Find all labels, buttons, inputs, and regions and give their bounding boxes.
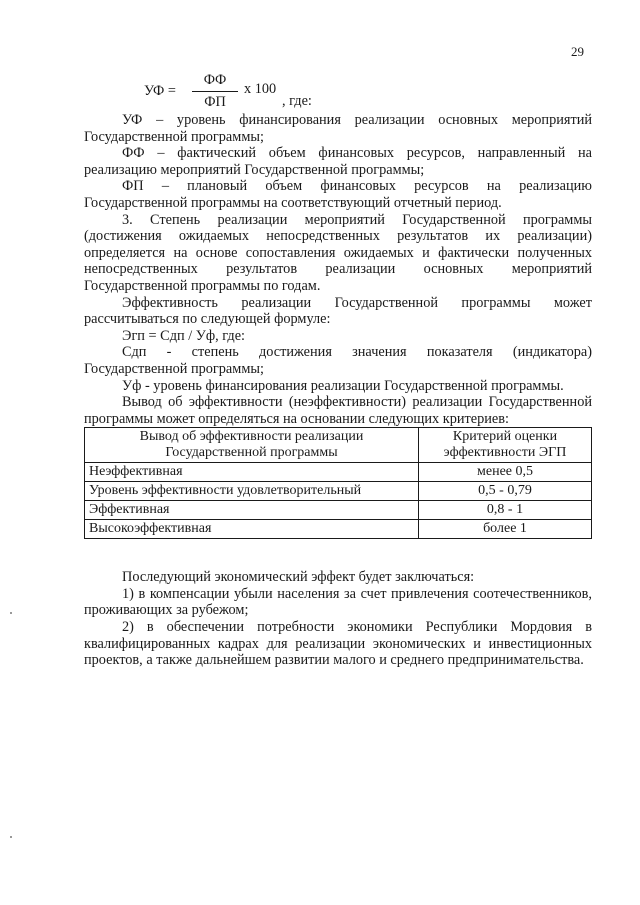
table-cell-conclusion: Высокоэффективная	[85, 520, 419, 539]
definition-uf: УФ – уровень финансирования реализации основных мероприятий Государственной программы;	[84, 112, 592, 145]
paragraph-effect-1: 1) в компенсации убыли населения за счет привлечения соотечественников, проживающих за рубежом;	[84, 585, 592, 619]
table-cell-criterion: 0,8 - 1	[419, 501, 592, 520]
formula-suffix: , где:	[282, 93, 312, 109]
table-cell-conclusion: Неэффективная	[85, 463, 419, 482]
formula-denominator: ФП	[204, 93, 226, 110]
formula-egp: Эгп = Сдп / Уф, где:	[122, 327, 246, 344]
definition-fp: ФП – плановый объем финансовых ресурсов на реализацию Государственной программы на соответствующий отчетный период.	[84, 178, 592, 211]
page-number: 29	[571, 44, 584, 59]
formula-lhs: УФ =	[144, 83, 176, 99]
scan-mark	[10, 836, 12, 838]
definition-ff: ФФ – фактический объем финансовых ресурсов, направленный на реализацию мероприятий Государственной программы;	[84, 145, 592, 178]
paragraph-criteria-intro: Вывод об эффективности (неэффективности) реализации Государственной программы может определяться на основании следующих критериев:	[84, 394, 592, 427]
table-header-criterion: Критерий оценки эффективности ЭГП	[419, 428, 592, 463]
paragraph-item-3: 3. Степень реализации мероприятий Государственной программы (достижения ожидаемых непосредственных результатов их реализации) определяется на основе сопоставления ожидаемых и фактически полученных непосредственных результатов реализации основных мероприятий Государственной программы по годам.	[84, 211, 592, 294]
table-cell-criterion: 0,5 - 0,79	[419, 482, 592, 501]
spacer	[84, 539, 592, 569]
uf-formula	[84, 72, 592, 110]
paragraph-effect-intro: Последующий экономический эффект будет заключаться:	[122, 569, 475, 586]
paragraph-efficiency: Эффективность реализации Государственной программы может рассчитываться по следующей формуле:	[84, 294, 592, 328]
table-row	[85, 463, 592, 482]
table-cell-criterion: менее 0,5	[419, 463, 592, 482]
definition-sdp: Сдп - степень достижения значения показателя (индикатора) Государственной программы;	[84, 344, 592, 377]
formula-numerator: ФФ	[192, 72, 238, 92]
paragraph-effect-2: 2) в обеспечении потребности экономики Республики Мордовия в квалифицированных кадрах для реализации экономических и инвестиционных проектов, а также дальнейшем развитии малого и среднего предпринимательства.	[84, 619, 592, 669]
scan-mark	[10, 612, 12, 614]
formula-fraction	[192, 72, 238, 110]
table-header-row	[85, 428, 592, 463]
table-cell-criterion: более 1	[419, 520, 592, 539]
formula-multiplier: x 100	[244, 81, 277, 97]
table-row	[85, 520, 592, 539]
criteria-table	[84, 427, 592, 539]
document-body	[84, 72, 592, 669]
table-cell-conclusion: Эффективная	[85, 501, 419, 520]
table-header-conclusion: Вывод об эффективности реализации Государственной программы	[85, 428, 419, 463]
table-row	[85, 501, 592, 520]
table-cell-conclusion: Уровень эффективности удовлетворительный	[85, 482, 419, 501]
table-row	[85, 482, 592, 501]
definition-uf2: Уф - уровень финансирования реализации Государственной программы.	[122, 377, 564, 394]
